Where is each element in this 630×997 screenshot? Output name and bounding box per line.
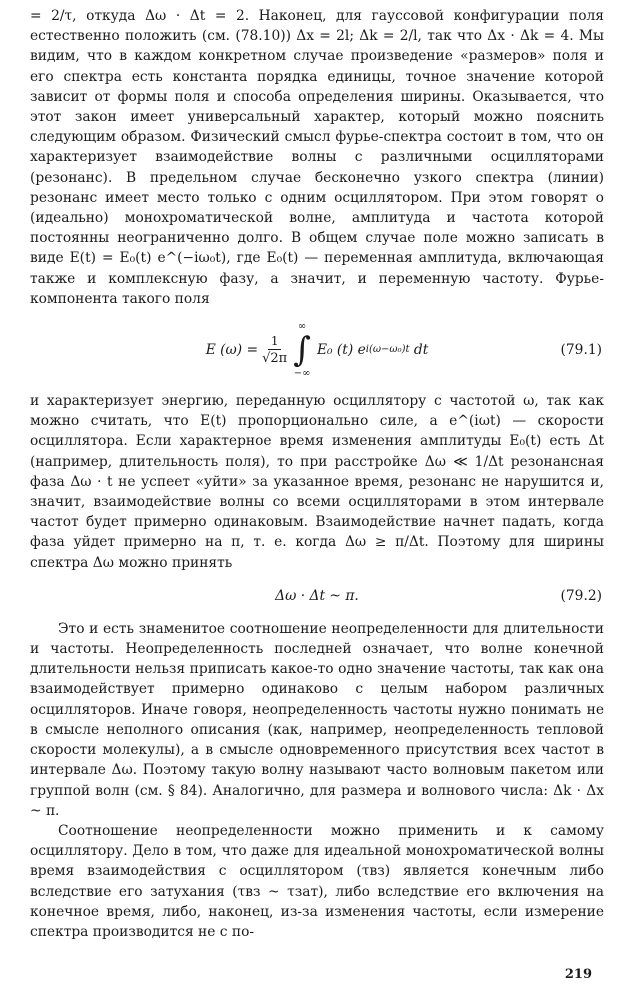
fraction-numerator: 1 bbox=[268, 333, 282, 350]
equation-lhs: E (ω) = bbox=[205, 341, 259, 358]
equation-79-1 bbox=[30, 313, 604, 387]
integral-symbol: ∫ bbox=[293, 330, 311, 371]
integral-sign bbox=[293, 321, 311, 379]
equation-number-79-1: (79.1) bbox=[560, 341, 602, 358]
paragraph-3: Это и есть знаменитое соотношение неопределенности для длительности и частоты. Неопределенность последней означает, что волне конечной длительности нельзя приписать какое-то одно значение частоты, так как она взаимодействует примерно одинаково с целым набором различных осцилляторов. Иначе говоря, неопределенность частоты нужно понимать не в смысле неполного описания (как, например, неопределенность тепловой скорости молекулы), а в смысле одновременного присутствия всех частот в интервале Δω. Поэтому такую волну называют часто волновым пакетом или группой волн (см. § 84). Аналогично, для размера и волнового числа: Δk · Δx ~ π. bbox=[30, 620, 604, 819]
integral-upper-limit: ∞ bbox=[297, 321, 307, 333]
integrand-exponent: i(ω−ω₀)t bbox=[365, 343, 410, 355]
equation-79-2-body: Δω · Δt ~ π. bbox=[275, 587, 359, 604]
fraction bbox=[262, 333, 287, 368]
page-number: 219 bbox=[564, 966, 592, 982]
paragraph-1: = 2/τ, откуда Δω · Δt = 2. Наконец, для гауссовой конфигурации поля естественно положить (см. (78.10)) Δx = 2l; Δk = 2/l, так что Δx · Δk = 4. Мы видим, что в каждом конкретном случае произведение «размеров» поля и его спектра есть константа порядка единицы, точное значение которой зависит от формы поля и способа определения ширины. Оказывается, что этот закон имеет универсальный характер, который можно пояснить следующим образом. Физический смысл фурье-спектра состоит в том, что он характеризует взаимодействие волны с различными осцилляторами (резонанс). В предельном случае бесконечно узкого спектра (линии) резонанс имеет место только с одним осциллятором. При этом говорят о (идеально) монохроматической волне, амплитуда и частота которой постоянны неограниченно долго. В общем случае поле можно записать в виде E(t) = E₀(t) e^(−iω₀t), где E₀(t) — переменная амплитуда, включающая также и комплексную фазу, а значит, и переменную частоту. Фурье-компонента такого поля bbox=[30, 8, 604, 307]
equation-79-2 bbox=[30, 579, 604, 613]
differential: dt bbox=[413, 341, 429, 358]
fraction-denominator: √2π bbox=[262, 350, 288, 366]
integrand: E₀ (t) e bbox=[316, 341, 366, 358]
equation-79-1-body bbox=[30, 313, 604, 387]
paragraph-4: Соотношение неопределенности можно применить и к самому осциллятору. Дело в том, что даже для идеальной монохроматической волны время взаимодействия с осциллятором (τвз) является конечным либо вследствие его затухания (τвз ~ τзат), либо вследствие его включения на конечное время, либо, наконец, из-за изменения частоты, если измерение спектра производится не с по- bbox=[30, 822, 604, 940]
equation-number-79-2: (79.2) bbox=[560, 587, 602, 604]
integral-lower-limit: −∞ bbox=[293, 368, 311, 380]
paragraph-2: и характеризует энергию, переданную осциллятору с частотой ω, так как можно считать, что E(t) пропорционально силе, а e^(iωt) — скорости осциллятора. Если характерное время изменения амплитуды E₀(t) есть Δt (например, длительность поля), то при расстройке Δω ≪ 1/Δt резонансная фаза Δω · t не успеет «уйти» за указанное время, резонанс не нарушится и, значит, взаимодействие волны со всеми осцилляторами в этом интервале частот будет примерно одинаковым. Взаимодействие начнет падать, когда фаза уйдет примерно на π, т. е. когда Δω ≥ π/Δt. Поэтому для ширины спектра Δω можно принять bbox=[30, 393, 604, 571]
